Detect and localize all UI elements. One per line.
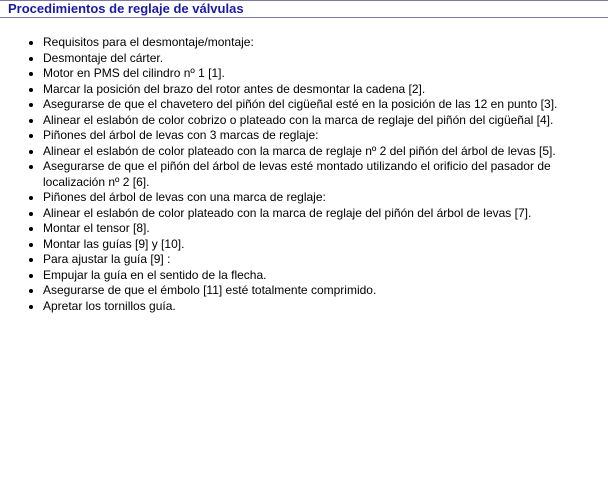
list-item: • Montar las guías [9] y [10]. xyxy=(43,237,608,253)
list-item: • Empujar la guía en el sentido de la flecha. xyxy=(43,268,608,284)
list-item: • Asegurarse de que el chavetero del piñón del cigüeñal esté en la posición de las 12 en punto [3]. xyxy=(43,97,608,113)
list-item: • Para ajustar la guía [9] : xyxy=(43,252,608,268)
list-item: • Desmontaje del cárter. xyxy=(43,51,608,67)
list-item: • Piñones del árbol de levas con 3 marcas de reglaje: xyxy=(43,128,608,144)
list-item: • Marcar la posición del brazo del rotor antes de desmontar la cadena [2]. xyxy=(43,82,608,98)
list-item: • Apretar los tornillos guía. xyxy=(43,299,608,315)
list-item: • Alinear el eslabón de color plateado con la marca de reglaje del piñón del árbol de levas [7]. xyxy=(43,206,608,222)
list-item: • Asegurarse de que el émbolo [11] esté totalmente comprimido. xyxy=(43,283,608,299)
page-header xyxy=(0,0,608,18)
list-item: • Requisitos para el desmontaje/montaje: xyxy=(43,35,608,51)
procedure-steps-list xyxy=(0,35,608,314)
list-item: • Piñones del árbol de levas con una marca de reglaje: xyxy=(43,190,608,206)
list-item: • Montar el tensor [8]. xyxy=(43,221,608,237)
list-item: • Alinear el eslabón de color plateado con la marca de reglaje nº 2 del piñón del árbol de levas [5]. xyxy=(43,144,608,160)
page-title: Procedimientos de reglaje de válvulas xyxy=(8,1,244,16)
list-item: • Asegurarse de que el piñón del árbol de levas esté montado utilizando el orificio del pasador de localización nº 2 [6]. xyxy=(43,159,608,190)
list-item: • Alinear el eslabón de color cobrizo o plateado con la marca de reglaje del piñón del cigüeñal [4]. xyxy=(43,113,608,129)
list-item: • Motor en PMS del cilindro nº 1 [1]. xyxy=(43,66,608,82)
